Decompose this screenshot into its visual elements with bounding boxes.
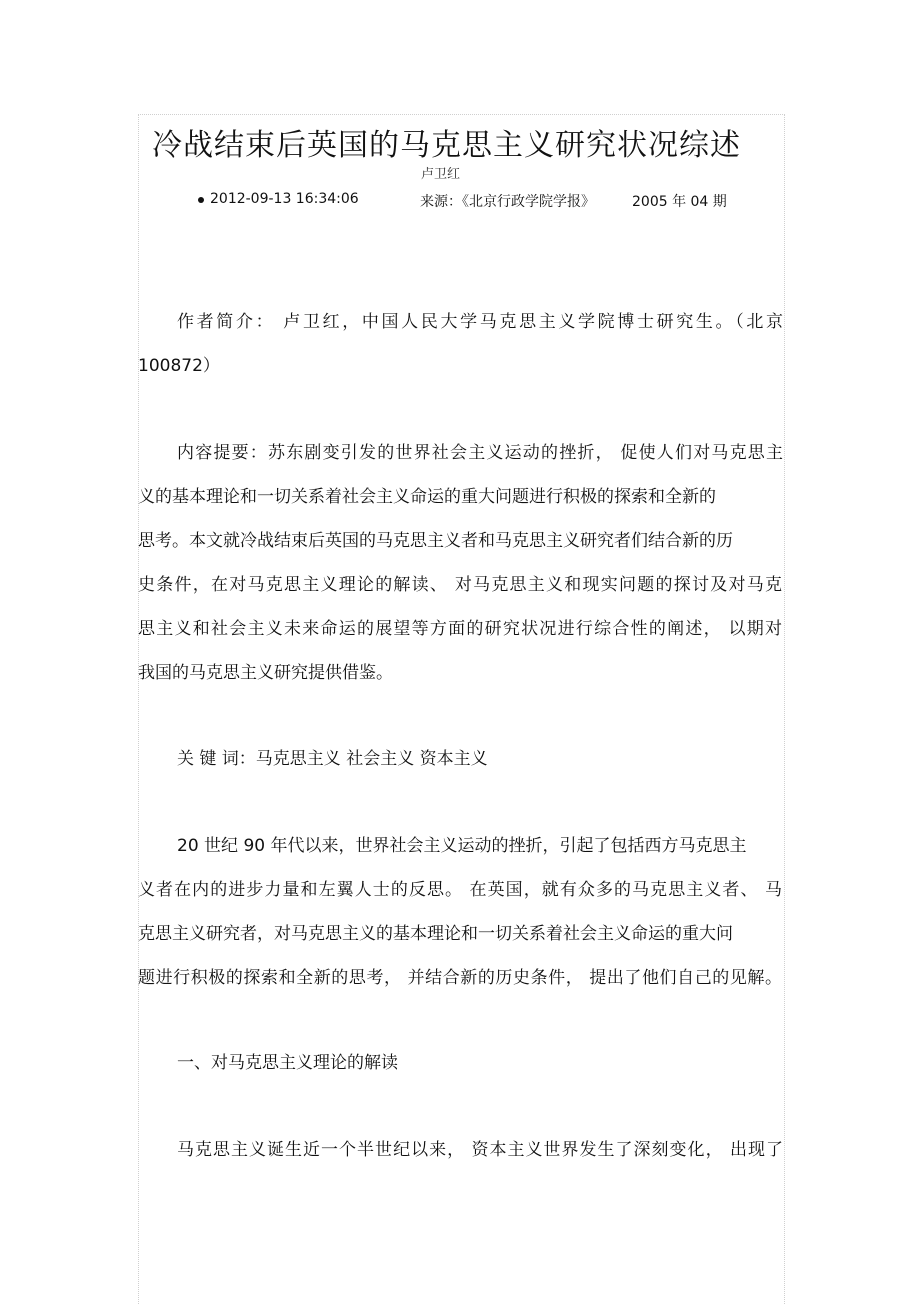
abstract-line: 我国的马克思主义研究提供借鉴。 bbox=[138, 663, 393, 683]
bullet-icon bbox=[198, 197, 204, 203]
abstract-line: 义的基本理论和一切关系着社会主义命运的重大问题进行积极的探索和全新的 bbox=[138, 487, 716, 507]
article-title: 冷战结束后英国的马克思主义研究状况综述 bbox=[152, 128, 741, 163]
intro-line: 克思主义研究者，对马克思主义的基本理论和一切关系着社会主义命运的重大问 bbox=[138, 924, 733, 944]
page-frame bbox=[138, 114, 785, 1304]
intro-line: 20 世纪 90 年代以来，世界社会主义运动的挫折，引起了包括西方马克思主 bbox=[177, 836, 747, 856]
intro-line: 题进行积极的探索和全新的思考， 并结合新的历史条件， 提出了他们自己的见解。 bbox=[138, 968, 782, 988]
abstract-line: 思主义和社会主义未来命运的展望等方面的研究状况进行综合性的阐述， 以期对 bbox=[138, 619, 782, 639]
keywords: 关 键 词：马克思主义 社会主义 资本主义 bbox=[177, 749, 488, 769]
publish-datetime: 2012-09-13 16:34:06 bbox=[210, 191, 359, 207]
author-intro-line: 100872） bbox=[138, 356, 220, 376]
intro-line: 义者在内的进步力量和左翼人士的反思。 在英国，就有众多的马克思主义者、 马 bbox=[138, 880, 782, 900]
section-line: 马克思主义诞生近一个半世纪以来， 资本主义世界发生了深刻变化， 出现了 bbox=[177, 1140, 783, 1160]
article-source: 来源：《北京行政学院学报》 bbox=[420, 194, 595, 210]
abstract-line: 史条件，在对马克思主义理论的解读、 对马克思主义和现实问题的探讨及对马克 bbox=[138, 575, 782, 595]
author-intro-line: 作者简介： 卢卫红，中国人民大学马克思主义学院博士研究生。（北京 bbox=[177, 312, 783, 332]
section-heading: 一、对马克思主义理论的解读 bbox=[177, 1053, 398, 1073]
abstract-line: 内容提要：苏东剧变引发的世界社会主义运动的挫折， 促使人们对马克思主 bbox=[177, 443, 783, 463]
abstract-line: 思考。本文就冷战结束后英国的马克思主义者和马克思主义研究者们结合新的历 bbox=[138, 531, 733, 551]
article-issue: 2005 年 04 期 bbox=[632, 194, 727, 210]
article-author: 卢卫红 bbox=[421, 167, 461, 182]
